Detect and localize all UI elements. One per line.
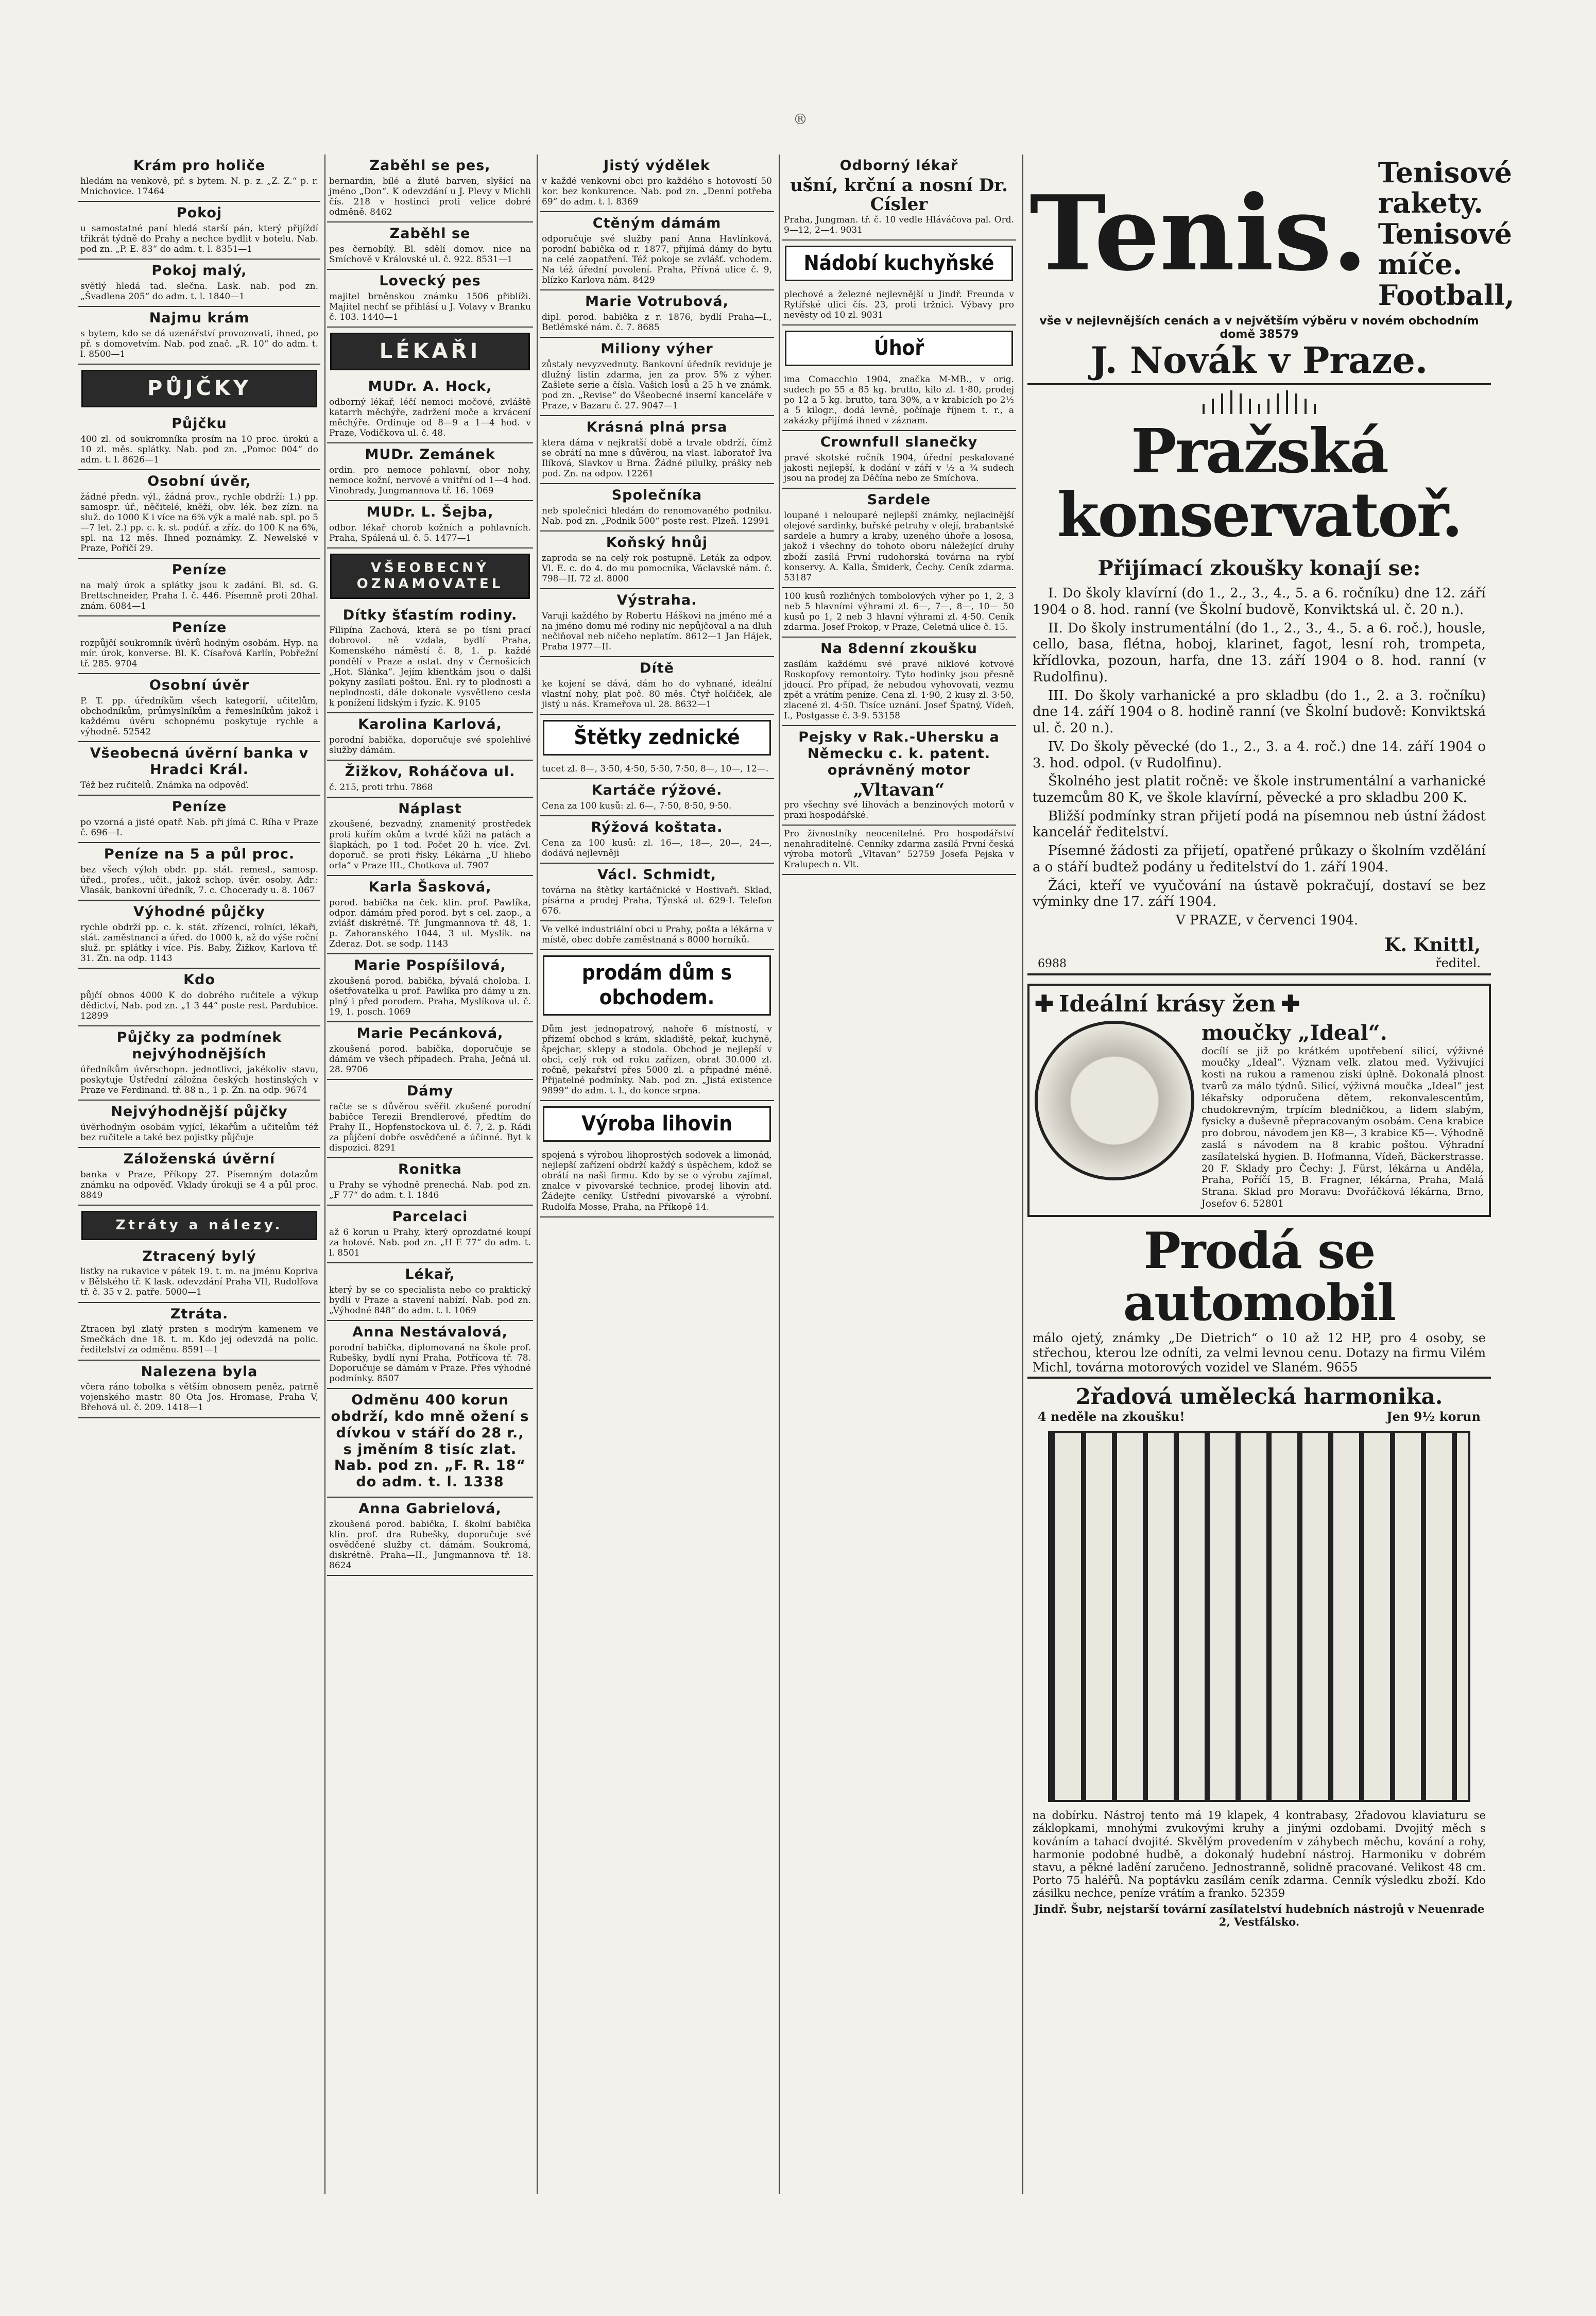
classified-ad [327,798,533,876]
ad-title: Lékař, [405,1266,455,1282]
ad-title: Marie Pecánková, [356,1025,504,1041]
classified-ad [78,674,320,742]
classified-ad [78,901,320,969]
ad-body: odporučuje své služby paní Anna Havlínková, porodní babička od r. 1877, přijímá dámy do bytu na celé zaopatření. Též pokoje se zvlášť. vchodem. Na též úřední povolení. Praha, Přívná ulice č. 9, blízko Karlova nám. 8429 [542,233,772,286]
ad-body: Filipína Zachová, která se po tísni prací dobrovol. ně vzdala, bydlí Praha, Komenského náměstí č. 8, 1. p. každé pondělí v Praze a ostat. dny v Černošicích „Hot. Slánka“. Jejím klientkám jsou o dalši pokyny zasílati poštou. Enl. ry to plodnosti a neplodnosti, dále dokonale vysvětleno cesta k ponížení lidským i fyzic. K. 9105 [329,625,531,708]
classified-ad [327,1498,533,1576]
classified-ad [78,202,320,260]
display-headline: Štětky zednické [543,720,771,756]
ad-body: ima Comacchio 1904, značka M-MB., v orig. sudech po 55 a 85 kg. brutto, kilo zl. 1·80, prodej po 12 a 5 kg. brutto, tara 30%, a v krabicích po 2½ a 5 kilogr., dodá levně, počínaje říjnem t. r., a zakázky přijímá ihned v záznam. [784,374,1014,426]
section-banner: PŮJČKY [81,370,317,407]
classified-ad [540,921,774,950]
ad-body: po vzorná a jisté opatř. Nab. při jímá C. Ríha v Praze č. 696—I. [80,817,318,838]
harmonika-title: 2řadová umělecká harmonika. [1075,1384,1443,1410]
classified-ad [78,1361,320,1418]
classified-ad [540,416,774,484]
ad-body: bernardin, bílé a žlutě barven, slyšící na jméno „Don“. K odevzdání u J. Plevy v Michli čís. 218 v hostinci proti velice dobré odměně. 8462 [329,176,531,217]
ad-title: Koňský hnůj [606,535,708,551]
ideal-title: Ideální krásy žen [1058,991,1276,1018]
ad-title: Pokoj malý, [151,262,247,279]
section-banner: VŠEOBECNÝ OZNAMOVATEL [330,554,530,598]
portrait-medallion [1035,1021,1194,1180]
ad-title: Zaběhl se pes, [369,158,491,174]
page-mark: ® [793,111,808,128]
classified-ad [782,155,1016,241]
classified-ad [540,816,774,864]
column-1 [78,155,320,1418]
classified-ad [327,954,533,1022]
ad-title: Anna Nestávalová, [352,1324,508,1340]
classified-ad [327,1321,533,1389]
classified-ad [327,270,533,328]
ad-body: světlý hledá tad. slečna. Lask. nab. pod zn. „Švadlena 205“ do adm. t. l. 1840—1 [80,281,318,302]
ideal-brand: moučky „Ideal“. [1202,1021,1387,1045]
classified-ad [327,713,533,761]
ad-title: Marie Pospíšilová, [354,957,506,973]
ad-title: Karla Šasková, [368,879,492,895]
classified-ad [327,876,533,954]
classified-ad [78,307,320,365]
tenis-line: Tenisové rakety. [1378,156,1513,220]
ad-title: Karolina Karlová, [358,716,502,732]
classified-ad [327,1389,533,1498]
ad-title: Kartáče rýžové. [591,782,723,799]
ad-body: pes černobílý. Bl. sdělí domov. nice na Smíchově v Královské ul. č. 922. 8531—1 [329,244,531,265]
ad-title: Peníze na 5 a půl proc. [104,846,295,862]
ad-title: Nejvýhodnější půjčky [111,1103,288,1120]
classified-ad [782,431,1016,489]
automobil-title: Prodá se automobil [1123,1221,1396,1332]
ad-body: porodní babička, doporučuje své spolehlivé služby dámám. [329,734,531,756]
classified-ad [782,826,1016,875]
conservatory-signature-role: ředitel. [1435,956,1481,971]
classified-ad [540,290,774,338]
ad-body: ordin. pro nemoce pohlavní, obor nohy, nemoce kožní, nervové a vnitřní od 1—4 hod. Vinohrady, Jungmannova tř. 16. 1069 [329,465,531,496]
ideal-ad [1027,984,1491,1216]
classified-ad [782,638,1016,726]
ad-title: Parcelaci [392,1208,468,1225]
ad-title: Dámy [406,1083,454,1099]
ad-body: včera ráno tobolka s větším obnosem peněz, patrně vojenského mastr. 80 Ota Jos. Hromase, Praha V, Břehová ul. č. 209. 1418—1 [80,1382,318,1413]
classified-ad [78,1245,320,1303]
ad-title: Dítky šťastím rodiny. [342,607,518,623]
classified-ad [78,1148,320,1206]
ad-title: Všeobecná úvěrní banka v Hradci Král. [90,745,309,778]
display-headline: Výroba lihovin [543,1106,771,1142]
classified-ad [782,489,1016,588]
classified-ad [782,371,1016,431]
ad-title: Pokoj [176,204,222,221]
column-4 [782,155,1016,875]
ad-body: Ztracen byl zlatý prsten s modrým kamenem ve Smečkách dne 18. t. m. Kdo jej odevzdá na polic. ředitelství za odměnu. 8591—1 [80,1324,318,1356]
ad-body: Varuji každého by Robertu Háškovi na jméno mé a na jméno domu mé rodiny nic nepůjčoval a na dluh nečiňoval neb ničeho neplatím. 8612—1 Jan Hájek, Praha 1977—II. [542,611,772,653]
ad-body: zkoušené, bezvadný, znamenitý prostředek proti kuřím okům a tvrdé kůži na patách a šlapkách, po 1 tod. Počet 20 h. více. Zvl. doporuč. se proti řísky. Lékárna „U hliebo orla“ v Praze III., Chotkova ul. 7907 [329,819,531,871]
conservatory-paragraph: I. Do školy klavírní (do 1., 2., 3., 4., 5. a 6. ročníku) dne 12. září 1904 o 8. hod. ranní (ve Školní budově, Konviktská ul. č. 20 n.). [1033,586,1486,618]
tenis-body: vše v nejlevnějších cenách a v největším výběru v novém obchodním domě 38579 [1039,314,1479,341]
classified-ad [782,588,1016,638]
display-headline: Nádobí kuchyňské [785,246,1013,281]
classified-ad [78,260,320,307]
ad-body: spojená s výrobou lihoprostých sodovek a limonád, nejlepší zařízení obdrží každý s úspěchem, kdož se obrátí na naši firmu. Kdo by se o výrobu zajímal, znalce v pivovarské technice, prodej lihovin atd. Žádejte ceníky. Ústřední pivovarské a výrobní. Rudolfa Mosse, Praha, na Příkopě 14. [542,1150,772,1212]
ad-body: zkoušená porod. babička, bývalá choloba. I. ošetřovatelka u prof. Pawlíka pro dámy u zn. plný i před porodem. Praha, Myslíkova ul. č. 19, 1. posch. 1069 [329,975,531,1017]
classified-ad [327,1022,533,1080]
ad-body: žádné předn. výl., žádná prov., rychle obdrží: 1.) pp. samospr. úř., něčitelé, kněží, obv. lék. bez zízn. na služ. do 1000 K i více na 6% výk a malé nab. spl. po 5—7 let. 2.) pp. c. k. st. podúř. a zříz. do 100 K na 6%, spl. na 12 měs. Ihned poznámky. Z. Newelské v Praze, Poříčí 29. [80,491,318,554]
ad-title: Na 8denní zkoušku [820,640,977,657]
conservatory-paragraph: Písemné žádosti za přijetí, opatřené průkazy o školním vzdělání a o stáří budtež podány u ředitelství do 1. září 1904. [1033,843,1486,875]
ad-title: MUDr. L. Šejba, [366,504,494,521]
ad-title: Miliony výher [600,341,713,357]
conservatory-paragraph: Žáci, kteří ve vyučování na ústavě pokračují, dostaví se bez výminky dne 17. září 1904. [1033,878,1486,910]
ad-body: na malý úrok a splátky jsou k zadání. Bl. sd. G. Brettschneider, Praha I. č. 446. Písemně proti 20hal. znám. 6084—1 [80,580,318,612]
ad-body: hledám na venkově, př. s bytem. N. p. z. „Z. Z.“ p. r. Mnichovice. 17464 [80,176,318,197]
classified-ad [540,657,774,715]
ad-body: rozpůjčí soukromník úvěrů hodným osobám. Hyp. na mír. úrok, konverse. Bl. K. Císařová Karlín, Pobřežní tř. 285. 9704 [80,638,318,670]
classified-ad [782,286,1016,325]
ad-title: MUDr. A. Hock, [368,379,492,395]
column-rule [324,155,325,2194]
column-2 [327,155,533,1576]
ad-body: Cena za 100 kusů: zl. 6—, 7·50, 8·50, 9·50. [542,801,732,812]
ad-title: Crownfull slanečky [820,434,978,451]
classified-ad [78,796,320,843]
conservatory-paragraph: IV. Do školy pěvecké (do 1., 2., 3. a 4. roč.) dne 14. září 1904 o 3. hod. odpol. (v Rudolfinu). [1033,739,1486,771]
display-headline: prodám dům s obchodem. [543,955,771,1015]
ad-title: Ronitka [398,1161,462,1177]
ad-title: Krám pro holiče [133,158,266,174]
ad-title: Jistý výdělek [604,158,710,174]
classified-ad [540,338,774,416]
ad-title: Dítě [640,660,674,677]
ad-body: půjčí obnos 4000 K do dobrého ručitele a výkup dědictví, Nab. pod zn. „1 3 44“ poste rest. Pardubice. 12899 [80,990,318,1021]
ad-body: pravé skotské ročník 1904, úřední peskalované jakosti nejlepší, k dodání v září v ½ a ¾ sudech jsou na prodej za Děčína nebo ze Smíchova. [784,453,1014,484]
classified-ad [540,155,774,212]
harmonika-illustration [1048,1431,1470,1802]
ad-headline: ušní, krční a nosní Dr. Císler [790,175,1008,215]
harmonika-subtitle: 4 neděle na zkoušku! [1038,1409,1185,1424]
column-3 [540,155,774,1217]
classified-ad [540,531,774,589]
ad-body: porod. babička na ček. klin. prof. Pawlíka, odpor. dámám před porod. byt s cel. zaop., a zvlášť diskrétně. Tř. Jungmannova tř. 48, 1. p. Zahoranského 1044, 3 ul. Myslík. na Zderaz. Dot. se sodp. 1143 [329,897,531,949]
classified-ad [782,726,1016,826]
ad-body: v každé venkovní obci pro každého s hotovostí 50 kor. bez konkurence. Nab. pod zn. „Denní potřeba 69“ do adm. t. l. 8369 [542,176,772,207]
ad-body: 100 kusů rozličných tombolových výher po 1, 2, 3 neb 5 hlavními výhrami zl. 6—, 7—, 8—, 10— 50 kusů po 1, 2 neb 3 hlavní výhrami zl. 4·50. Ceník zdarma. Josef Prokop, v Praze, Celetná ulice č. 15. [784,591,1014,632]
tenis-logo: Tenis. [1029,173,1368,295]
ad-title: Najmu krám [149,310,250,326]
ad-body: až 6 korun u Prahy, který oprozdatné koupí za hotové. Nab. pod zn. „H E 77“ do adm. t. l. 8501 [329,1227,531,1258]
ad-title: Odměnu 400 korun obdrží, kdo mně ožení s dívkou v stáří do 28 r., s jměním 8 tisíc zlat. Nab. pod zn. „F. R. 18“ do adm. t. l. 1338 [331,1392,529,1490]
classified-ad [540,1021,774,1101]
ad-body: zůstaly nevyzvednuty. Bankovní úředník reviduje je dlužný listin zdarma, jen za prov. 5% z výher. Zašlete serie a čísla. Vašich losů a 25 h ve známk. pod zn. „Revise“ do Všeobecné inserní kanceláře v Praze, v Bazaru č. 27. 9047—1 [542,359,772,411]
classified-ad [78,969,320,1026]
classified-ad [327,155,533,222]
ad-body: zkoušená porod. babička, I. školní babička klin. prof. dra Rubešky, doporučuje své osvědčené služby ct. dámám. Soukromá, diskrétně. Praha—II., Jungmannova tř. 18. 8624 [329,1519,531,1571]
classified-ad [540,484,774,531]
ad-body: úvěrhodným osobám vyjící, lékařům a učitelům též bez ručitele a také bez pojistky půjčuje [80,1122,318,1143]
ad-title: Ctěným dámám [592,215,722,231]
automobil-body: málo ojetý, známky „De Dietrich“ o 10 až 12 HP, pro 4 osoby, se střechou, kterou lze odníti, za velmi levnou cenu. Dotazy na firmu Vilém Michl, továrna motorových vozidel ve Slaném. 9655 [1027,1329,1491,1379]
ad-title: Osobní úvěr [149,677,250,694]
ad-title: Anna Gabrielová, [358,1501,502,1517]
classified-ad [327,375,533,443]
ad-body: Pro živnostníky neocenitelné. Pro hospodářství nenahraditelné. Cenníky zdarma zasílá První česká výroba motorů „Vltavan“ 52759 Josefa Pejska v Kralupech n. Vlt. [784,829,1014,870]
classified-ad [78,413,320,470]
classified-ad [540,1147,774,1217]
cross-icon: ✚ [1281,991,1300,1018]
ad-title: Záloženská úvěrní [123,1151,276,1167]
column-rule [537,155,538,2194]
conservatory-paragraph: Bližší podmínky stran přijetí podá na písemnou neb ústní žádost kancelář ředitelství. [1033,808,1486,840]
ad-title: Půjčky za podmínek nejvýhodnějších [116,1030,282,1062]
ad-body: Dům jest jednopatrový, nahoře 6 místností, v přízemí obchod s krám, skladiště, pekař, kuchyně, špejchar, sklepy a stodola. Obchod je nejlepší v obci, celý rok od roku zařízen, obrat 30.000 zl. ročně, pekařství přes 5000 zl. a připadné méně. Přijatelné podmínky. Nab. pod zn. „Jistá existence 9899“ do adm. t. l., do konce srpna. [542,1023,772,1096]
ad-body: zaproda se na celý rok postupně. Leták za odpov. Vl. E. c. do 4. do mu pomocníka, Václavské nám. č. 798—II. 72 zl. 8000 [542,553,772,585]
classified-ad [78,155,320,202]
classified-ad [327,761,533,798]
column-rule [779,155,780,2194]
ad-title: Václ. Schmidt, [597,867,717,883]
newspaper-page [67,155,1515,2204]
ad-body: úředníkům úvěrschopn. jednotlivci, jakékoliv stavu, poskytuje Ústřední záložna českých hostinských v Praze ve Ferdinand. tř. 88 n., 1 p. Zn. na odp. 9674 [80,1064,318,1095]
ad-body: plechové a železné nejlevnější u Jindř. Freunda v Rytířské ulici čís. 23, proti tržnici. Výbavy pro nevěsty od 10 zl. 9031 [784,289,1014,321]
ad-title: Výstraha. [616,592,697,609]
conservatory-body [1027,586,1491,929]
ad-body: u Prahy se výhodně prenechá. Nab. pod zn. „F 77“ do adm. t. l. 1846 [329,1179,531,1200]
classified-ad [327,443,533,501]
classified-ad [327,1206,533,1263]
ad-title: Peníze [171,620,227,636]
classified-ad [327,222,533,270]
classified-ad [327,604,533,713]
ad-headline: „Vltavan“ [853,779,945,800]
ad-body: tucet zl. 8—, 3·50, 4·50, 5·50, 7·50, 8—, 10—, 12—. [542,764,769,775]
ad-body: Cena za 100 kusů: zl. 16—, 18—, 20—, 24—, dodává nejlevněji [542,838,772,859]
cross-icon: ✚ [1035,991,1054,1018]
conservatory-title: Pražská konservatoř. [1057,415,1462,551]
ad-body: neb společnici hledám do renomovaného podniku. Nab. pod zn. „Podnik 500“ poste rest. Plzeň. 12991 [542,506,772,527]
column-5 [1027,155,1515,1929]
harmonika-signature: Jindř. Šubr, nejstarší tovární zasílatelství hudebních nástrojů v Neuenrade 2, Vestfálsko. [1034,1902,1485,1929]
ad-body: který by se co specialista nebo co praktický bydlí v Praze a stavení nabízí. Nab. pod zn. „Výhodné 848“ do adm. t. l. 1069 [329,1284,531,1316]
ad-body: u samostatné paní hledá starší pán, který přijíždí třikrát týdně do Prahy a nechce bydlit v hotelu. Nab. pod zn. „P. E. 83“ do adm. t. l. 8351—1 [80,223,318,254]
classified-ad [78,1026,320,1101]
ad-title: Krásná plná prsa [586,419,728,436]
ad-title: Marie Votrubová, [585,294,729,310]
ad-body: loupané i nelouparé nejlepší známky, nejlacinější olejové sardinky, buřské petruhy v olejí, brabantské sardele a humry a kraby, uzeného úhoře a lososa, jakož i všechny do tohoto oboru náležející druhy zboží zasílá První rudohorská továrna na rybí konservy. A. Kalla, Šmiderk, Čechy. Ceník zdarma. 53187 [784,510,1014,583]
ad-title: Odborný lékař [839,158,958,174]
ad-body: P. T. pp. úředníkům všech kategorií, učitelům, obchodníkům, průmyslníkům a řemeslníkům jakož i každému úvěru schopnému poskytuje rychle a výhodně. 52542 [80,696,318,737]
classified-ad [540,212,774,290]
column-rule [1022,155,1023,2194]
section-banner: Ztráty a nálezy. [81,1211,317,1240]
ad-title: Kdo [183,972,215,988]
ad-body: ktera dáma v nejkratší době a trvale obdrží, čímž se obrátí na mne s důvěrou, na vlast. laboratoř Iva Ilíková, Slavkov u Brna. Žádné pilulky, prášky neb pod. Zn. na odpov. 12261 [542,438,772,479]
ad-body: odborný lékař, léčí nemoci močové, zvláště katarrh měchýře, zadržení moče a krvácení měchýře. Ordinuje od 8—9 a 1—4 hod. v Praze, Vodičkova ul. č. 48. [329,397,531,439]
ad-title: Sardele [867,492,931,508]
conservatory-subtitle: Přijímací zkoušky konají se: [1097,556,1421,581]
ad-body: zasílám každému své pravé niklové kotvové Roskopfovy remontoiry. Tyto hodinky jsou přesně jdoucí. Pro případ, že nebudou vyhovovati, vezmu zpět a vrátím peníze. Cena zl. 1·90, 2 kusy zl. 3·50, zlacené zl. 4·50. Tisíce uznání. Josef Špatný, Vídeň, I., Postgasse č. 3-9. 53158 [784,659,1014,721]
ideal-body: docílí se již po krátkém upotřebení silicí, výživné moučky „Ideal“. Význam velk. zlatou med. Vyživující kosti na rukou a ramenou získí úplně. Dokonalá plnost tvarů za málo týdnů. Silicí, výživná moučka „Ideal“ jest lékařsky odporučena dětem, rekonvalescentům, chudokrevným, trpícím bledničkou, a lidem slabým, fysicky a duševně přepracovaným osobám. Cena krabice pro dobrou, návodem jen K8—, 3 krabice K5—. Výhodně zaslá s návodem na 8 krabic poštou. Výhradní zasílatelská hygien. B. Hofmanna, Vídeň, Bäckerstrasse. 20 F. Sklady pro Čechy: J. Fürst, lékárna u Anděla, Praha, Poříčí 15, B. Fragner, lékárna, Praha, Malá Strana. Sklad pro Moravu: Dvořáčková lékárna, Brno, Josefov 6. 52801 [1202,1045,1484,1209]
classified-ad [78,843,320,901]
harmonika-body: na dobírku. Nástroj tento má 19 klapek, 4 kontrabasy, 2řadovou klaviaturu se záklopkami, mnohými zvukovými kruhy a jinými ozdobami. Dvojitý měch s kováním a tahací dvojité. Skvělým provedením v záhybech měchu, kování a rohy, harmonie podobné hudbě, a dokonalý hudební nástroj. Harmoniku v dobrém stavu, a pěkné ladění zaručeno. Jednostranně, solidně pracované. Velikost 48 cm. Porto 75 haléřů. Na poptávku zasílám ceník zdarma. Cenník výsledku zboží. Kdo zásilku nechce, peníze vrátím a franko. 52359 [1033,1809,1486,1900]
ad-body: 400 zl. od soukromníka prosím na 10 proc. úrokú a 10 zl. měs. splátky. Nab. pod zn. „Pomoc 004“ do adm. t. l. 8626—1 [80,434,318,466]
ad-body: dipl. porod. babička z r. 1876, bydlí Praha—I., Betlémské nám. č. 7. 8685 [542,312,772,333]
classified-ad [78,742,320,796]
ad-title: Nalezena byla [141,1363,258,1380]
classified-ad [327,1158,533,1206]
ad-body: rychle obdrží pp. c. k. stát. zřízenci, rolníci, lékaři, stát. zaměstnanci a úřed. do 1000 k, až do výše roční služ. pr. splátky i více. Pís. Baby, Žižkov, Karlova tř. 31. Zn. na odp. 1143 [80,922,318,964]
harmonika-price: Jen 9½ korun [1386,1409,1481,1424]
ad-body: račte se s důvěrou svěřit zkušené porodní babičce Terezii Brendlerové, předtím do Prahy II., Hopfenstockova ul. č. 7, 2. p. Rádi za půjčení dobře osvědčené a účinné. Byt k dispozici. 8291 [329,1101,531,1153]
ad-title: Lovecký pes [379,273,481,289]
classified-ad [327,1263,533,1321]
ad-body: Ve velké industriální obci u Prahy, pošta a lékárna v místě, obec dobře zaměstnaná s 8000 horníků. [542,924,772,946]
section-banner: LÉKAŘI [330,333,530,370]
ad-body: listky na rukavice v pátek 19. t. m. na jménu Kopriva v Bělského tř. K lask. odevzdání Praha VII, Rudolfova tř. č. 35 v 2. patře. 5000—1 [80,1266,318,1298]
classified-ad [327,501,533,548]
ad-title: Peníze [171,562,227,578]
classified-ad [540,779,774,816]
classified-ad [78,559,320,616]
ad-body: zkoušená porod. babička, doporučuje se dámám ve všech případech. Praha, Ječná ul. 28. 9706 [329,1043,531,1075]
ad-body: odbor. lékař chorob kožních a pohlavních. Praha, Spálená ul. č. 5. 1477—1 [329,523,531,544]
ad-title: Žižkov, Roháčova ul. [345,763,516,780]
ad-body: Praha, Jungman. tř. č. 10 vedle Hláváčova pal. Ord. 9—12, 2—4. 9031 [784,214,1014,235]
tenis-line: Tenisové míče. [1378,217,1513,281]
conservatory-signature: K. Knittl, [1384,934,1481,956]
ad-title: Ztráta. [170,1306,229,1322]
ad-title: Peníze [171,799,227,815]
tenis-ad [1027,155,1515,315]
conservatory-paragraph: Školného jest platit ročně: ve škole instrumentální a varhanické tuzemcům 80 K, ve škole klavírní, pěvecké a pro skladbu 200 K. [1033,774,1486,805]
ad-title: Společníka [611,487,702,504]
classified-ad [78,1303,320,1361]
classified-ad [540,864,774,921]
conservatory-paragraph: V PRAZE, v červenci 1904. [1175,912,1359,928]
ad-body: továrna na štětky kartáčnické v Hostivaři. Sklad, písárna a prodej Praha, Týnská ul. 629-I. Telefon 676. [542,885,772,917]
classified-ad [78,1101,320,1148]
ornament [1027,390,1491,414]
classified-ad [540,589,774,657]
ad-title: Osobní úvěr, [147,473,251,490]
conservatory-paragraph: III. Do školy varhanické a pro skladbu (do 1., 2. a 3. ročníku) dne 14. září 1904 o 8. hodině ranní (ve Školní budově: Konviktská ul. č. 20 n.). [1033,688,1486,736]
ad-title: Rýžová koštata. [591,819,723,836]
ad-body: s bytem, kdo se dá uzenářství provozovati, ihned, po př. s domovetvím. Nab. pod znač. „R. 10“ do adm. t. l. 8500—1 [80,328,318,359]
ad-title: Ztracený bylý [142,1248,256,1264]
tenis-line: Football, [1378,278,1515,312]
classified-ad [78,470,320,559]
ad-body: pro všechny své lihovách a benzinových motorů v praxi hospodářské. [784,799,1014,821]
conservatory-number: 6988 [1038,957,1067,970]
ad-title: MUDr. Zemánek [365,447,495,463]
ad-title: Náplast [398,800,462,817]
ad-title: Zaběhl se [389,226,471,242]
novak-name: J. Novák v Praze. [1027,341,1491,386]
ad-body: majitel brněnskou známku 1506 přiblíži. Majitel nechť se přihlásí u J. Volavy v Branku č. 103. 1440—1 [329,291,531,322]
ad-body: porodní babička, diplomovaná na škole prof. Rubešky, bydlí nyní Praha, Potřícova tř. 78. Doporučuje se dámám v Praze. Přes výhodné podmínky. 8507 [329,1342,531,1384]
classified-ad [78,616,320,674]
conservatory-paragraph: II. Do školy instrumentální (do 1., 2., 3., 4., 5. a 6. roč.), housle, cello, basa, flétna, hoboj, klarinet, fagot, lesní roh, trompeta, křídlovka, pozoun, harfa, dne 13. září 1904 o 8. hod. ranní (v Rudolfinu). [1033,620,1486,685]
display-headline: Úhoř [785,331,1013,366]
ad-body: banka v Praze, Příkopy 27. Písemným dotazům známku na odpověď. Vklady úrokuji se 4 a půl proc. 8849 [80,1169,318,1200]
ad-title: Půjčku [171,416,227,432]
ad-body: č. 215, proti trhu. 7868 [329,782,433,793]
ad-body: Též bez ručitelů. Známka na odpověď. [80,780,249,791]
ad-title: Pejsky v Rak.-Uhersku a Německu c. k. patent. oprávněný motor [798,729,1000,778]
classified-ad [540,761,774,779]
ad-body: ke kojení se dává, dám ho do vyhnané, ideální vlastní nohy, plat poč. 80 měs. Čtyř holčiček, ale jistý u nás. Krameřova ul. 28. 8632—1 [542,679,772,710]
ad-title: Výhodné půjčky [133,904,265,920]
classified-ad [327,1080,533,1158]
ad-body: bez všech výloh obdr. pp. stát. remesl., samosp. úřed., profes., učit., jakož schop. úvěr. osoby. Adr.: Vlasák, bankovní úředník, 7. c. Chocerady u. 8. 1067 [80,864,318,896]
